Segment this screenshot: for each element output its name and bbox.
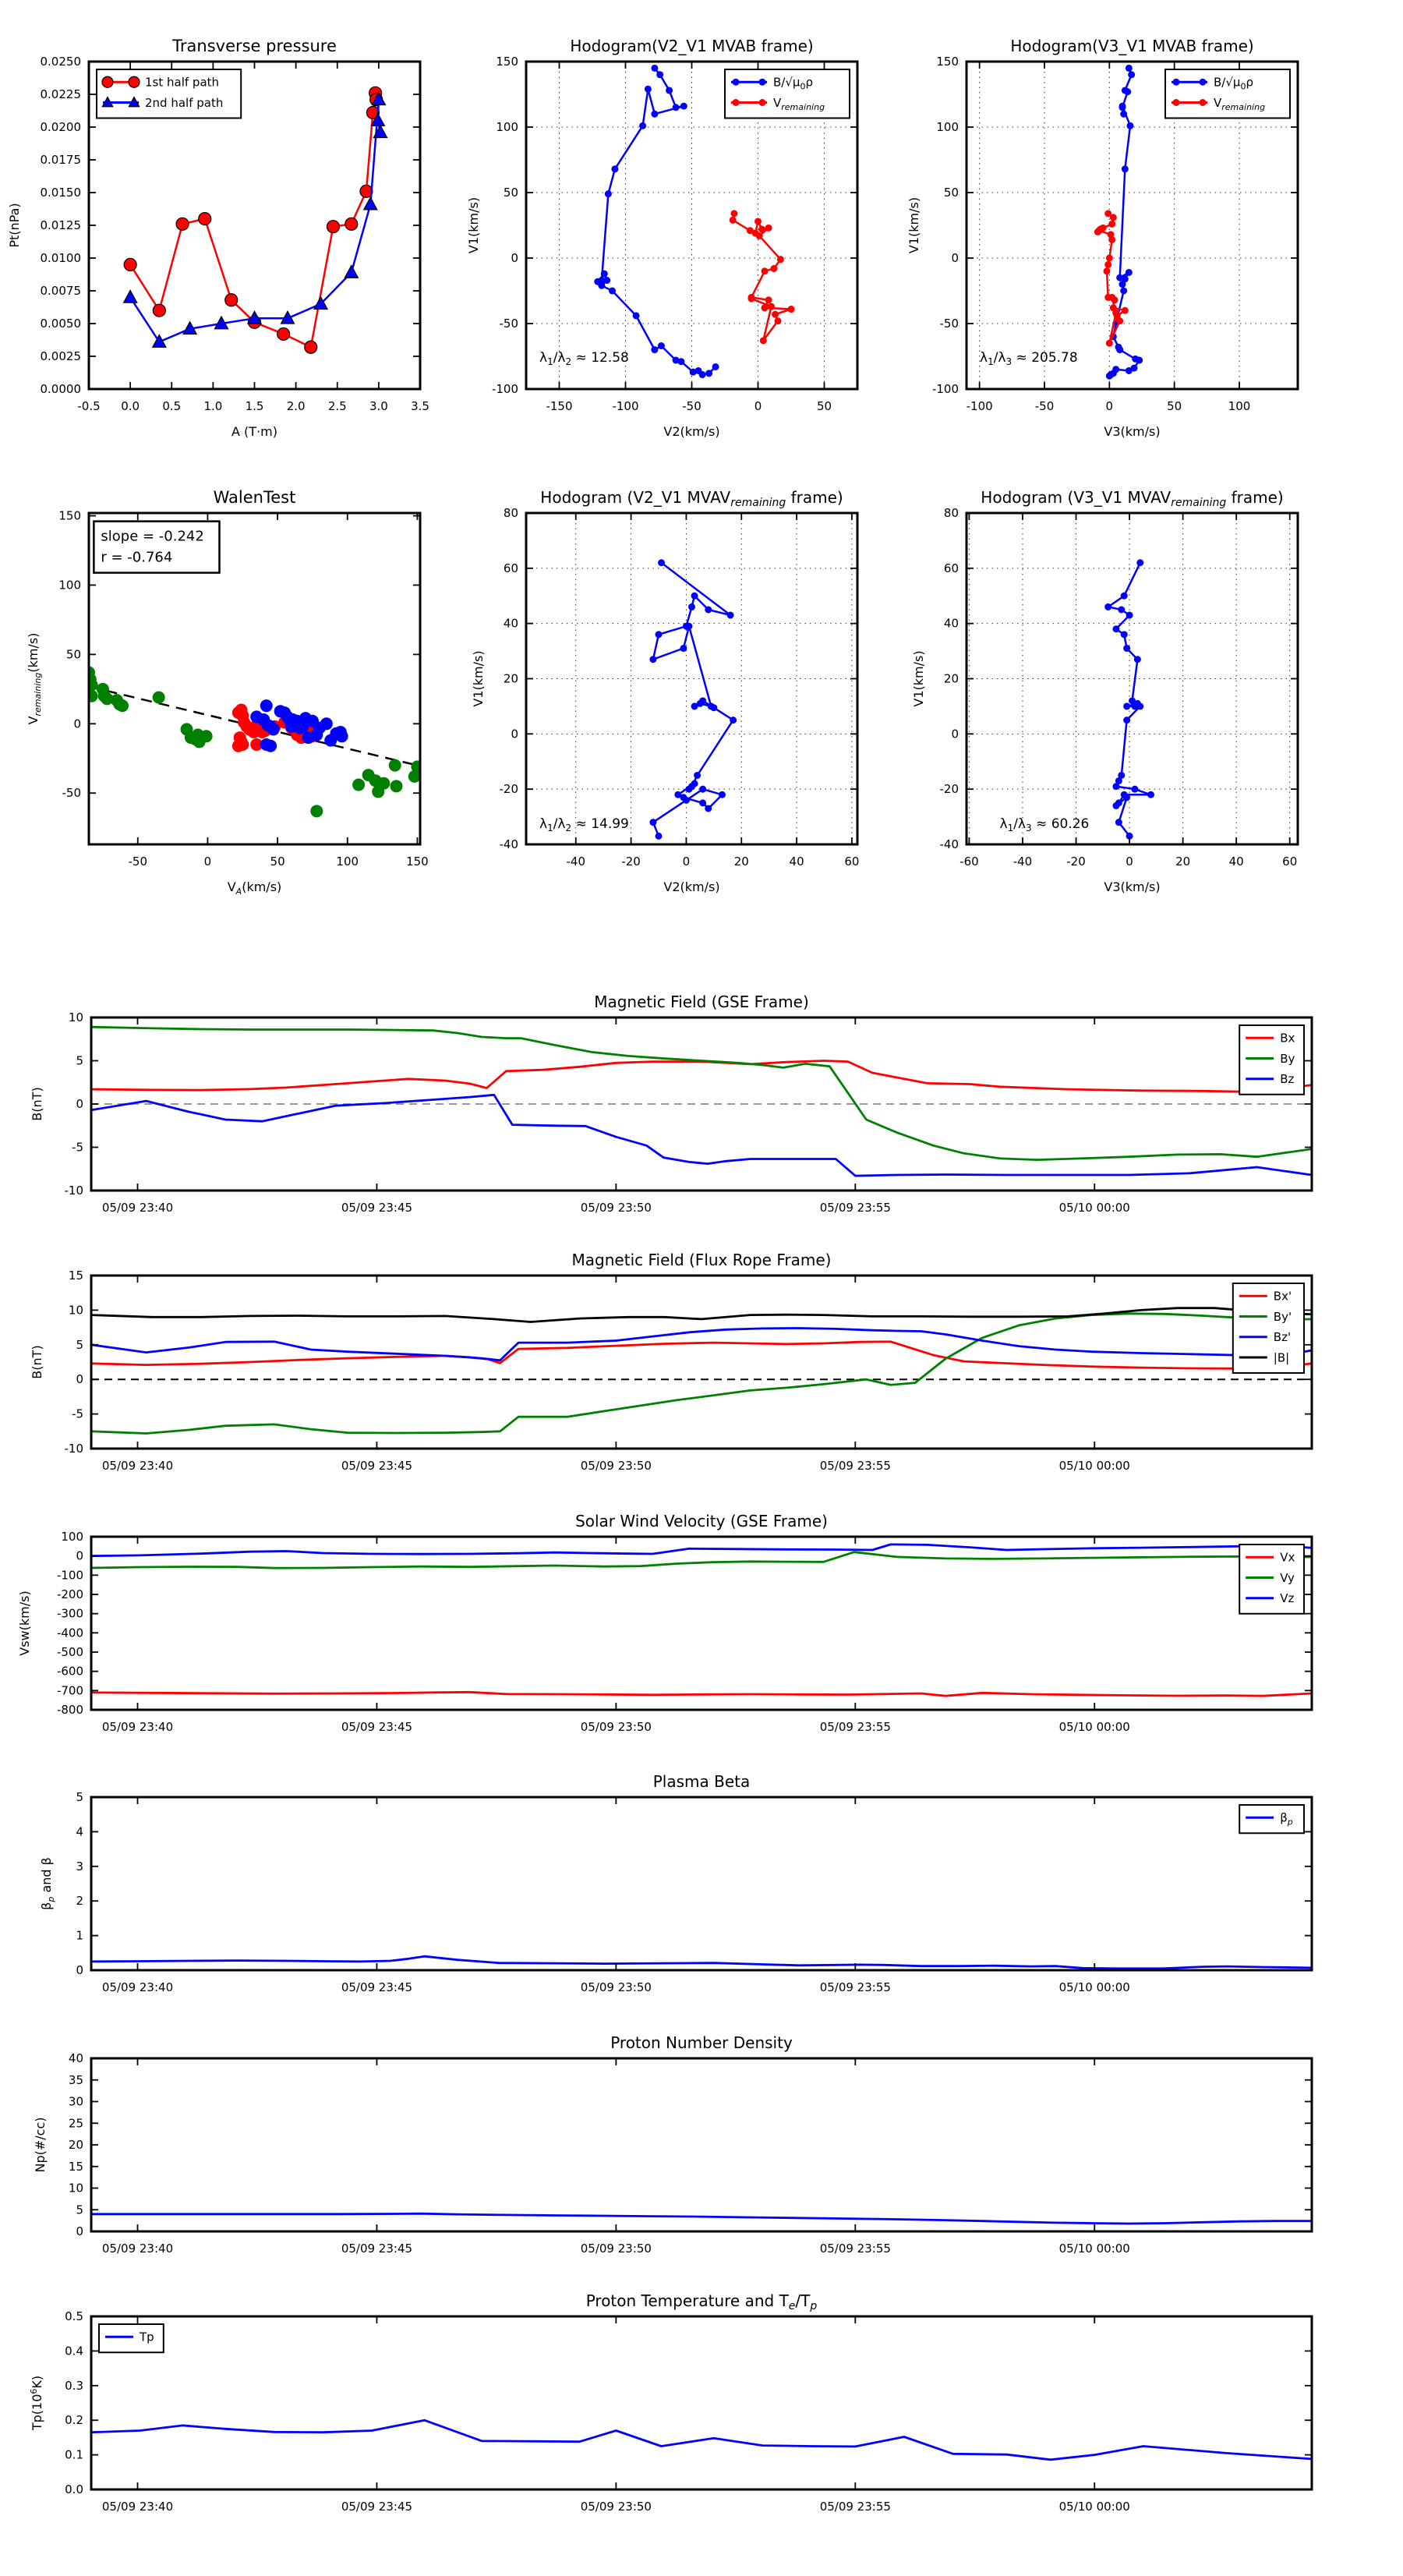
svg-text:60: 60 [844,855,860,869]
panel-proton-number-density [33,2033,1312,2256]
svg-text:0: 0 [76,1372,83,1387]
svg-text:Magnetic Field (Flux Rope Fram: Magnetic Field (Flux Rope Frame) [571,1251,832,1269]
svg-text:-100: -100 [56,1568,83,1583]
svg-text:0.4: 0.4 [65,2344,83,2358]
svg-text:100: 100 [58,578,81,593]
panel-hodogram-v3v1-mvab [906,37,1298,439]
svg-text:V1(km/s): V1(km/s) [911,650,926,707]
panel-plasma-beta [39,1772,1312,1994]
series-group [91,2420,1312,2460]
svg-text:-5: -5 [72,1140,83,1155]
svg-text:By: By [1280,1051,1295,1066]
svg-text:V1(km/s): V1(km/s) [906,196,921,254]
svg-text:05/10 00:00: 05/10 00:00 [1058,2500,1130,2514]
svg-text:|B|: |B| [1273,1350,1290,1365]
svg-text:0.2: 0.2 [65,2413,83,2428]
series-group [91,1545,1312,1696]
svg-text:1.0: 1.0 [203,399,223,413]
svg-text:05/10 00:00: 05/10 00:00 [1058,1459,1130,1473]
svg-text:100: 100 [496,120,518,134]
svg-text:Vz: Vz [1280,1591,1295,1606]
svg-text:80: 80 [503,506,518,520]
svg-text:10: 10 [68,1303,83,1318]
svg-text:05/09 23:50: 05/09 23:50 [580,1720,652,1734]
svg-text:-300: -300 [56,1606,83,1621]
svg-text:λ1​/λ3​ ≈ 60.26: $\lambda_1/\lambda_3 \approx 60.26$ [999,816,1090,834]
svg-text:Vremaining​(km/s): $V_{remaining}(km/s)$ [26,632,43,725]
svg-text:2.0: 2.0 [286,399,306,413]
svg-text:βp​: $\beta_p$ [1280,1810,1293,1828]
svg-text:1: 1 [76,1928,83,1943]
svg-text:Tp(106​K): $Tp(10^6K)$ [29,2375,44,2431]
svg-text:10: 10 [68,2181,83,2196]
svg-text:05/09 23:50: 05/09 23:50 [580,2500,652,2514]
svg-text:100: 100 [1228,399,1251,413]
series-group [91,1956,1312,1969]
svg-text:V3(km/s): V3(km/s) [1104,424,1161,439]
svg-text:20: 20 [943,671,959,686]
svg-text:-0.5: -0.5 [77,399,101,413]
svg-text:05/09 23:40: 05/09 23:40 [101,1201,174,1215]
svg-text:150: 150 [936,55,959,69]
svg-text:Np(#/cc): Np(#/cc) [33,2117,48,2173]
svg-text:0: 0 [511,251,518,265]
svg-text:0.0: 0.0 [121,399,140,413]
svg-text:-20: -20 [621,855,641,869]
series-group [91,2213,1312,2224]
svg-text:3: 3 [76,1859,83,1874]
svg-text:20: 20 [1175,855,1191,869]
svg-text:Hodogram (V3_V1 MVAVremaining​: Hodogram (V3_V1 $MVAV_{remaining}$ frame) [981,488,1284,509]
svg-text:0: 0 [76,1097,83,1111]
svg-text:Bz: Bz [1280,1072,1295,1087]
svg-text:100: 100 [336,855,359,869]
svg-text:3.5: 3.5 [411,399,429,413]
svg-text:0: 0 [1126,855,1133,869]
series-group [1104,559,1154,840]
svg-text:0.0125: 0.0125 [40,218,81,232]
svg-text:0.0225: 0.0225 [40,87,81,101]
svg-text:-60: -60 [959,855,979,869]
svg-text:05/09 23:45: 05/09 23:45 [341,2242,413,2256]
svg-text:150: 150 [58,508,81,523]
svg-text:0.5: 0.5 [162,399,182,413]
svg-text:0.0000: 0.0000 [40,382,81,396]
svg-text:0.0050: 0.0050 [40,317,81,331]
svg-text:0: 0 [73,717,81,731]
svg-text:0: 0 [203,855,212,869]
svg-text:A (T·m): A (T·m) [231,424,277,439]
series-group [1094,65,1143,380]
svg-text:30: 30 [68,2094,83,2109]
svg-text:Plasma Beta: Plasma Beta [652,1772,751,1791]
svg-text:Bz': Bz' [1273,1330,1292,1345]
svg-text:B/√μ0​ρ: $B/√\mu_0\rho$ [773,75,813,92]
svg-text:-800: -800 [56,1703,83,1717]
svg-text:B/√μ0​ρ: $B/√\mu_0\rho$ [1214,75,1253,92]
svg-text:05/09 23:40: 05/09 23:40 [101,1459,174,1473]
svg-text:0.5: 0.5 [65,2309,83,2323]
svg-text:2nd half path: 2nd half path [145,95,224,110]
svg-text:-20: -20 [499,782,518,797]
svg-text:05/09 23:45: 05/09 23:45 [341,1720,413,1734]
svg-text:-50: -50 [499,317,518,331]
svg-text:-50: -50 [939,317,959,331]
svg-text:Transverse pressure: Transverse pressure [172,37,337,55]
svg-text:20: 20 [733,855,749,869]
series-group [649,559,737,840]
svg-text:1.5: 1.5 [245,399,264,413]
svg-text:B(nT): B(nT) [30,1345,44,1379]
svg-text:0: 0 [76,1963,83,1977]
svg-text:WalenTest: WalenTest [213,488,296,507]
svg-text:λ1​/λ2​ ≈ 14.99: $\lambda_1/\lambda_2 \approx 14.99$ [539,816,629,834]
svg-text:05/10 00:00: 05/10 00:00 [1058,2242,1130,2256]
svg-text:-5: -5 [72,1407,83,1421]
panel-solar-wind-velocity [17,1512,1312,1734]
svg-text:By': By' [1273,1309,1292,1324]
svg-text:-50: -50 [1034,399,1055,413]
svg-text:-700: -700 [56,1683,83,1698]
svg-text:40: 40 [943,616,959,631]
svg-text:40: 40 [503,616,518,631]
svg-text:-20: -20 [939,782,959,797]
svg-text:50: 50 [270,855,285,869]
svg-text:0.0075: 0.0075 [40,284,81,298]
svg-text:50: 50 [503,186,518,200]
panel-proton-temperature [29,2291,1312,2514]
svg-text:-400: -400 [56,1626,83,1640]
panel-mag-field-fluxrope [30,1251,1312,1473]
svg-text:20: 20 [503,671,518,686]
svg-text:0.0250: 0.0250 [40,55,81,69]
svg-text:Bx': Bx' [1273,1289,1292,1304]
svg-text:Bx: Bx [1280,1031,1295,1046]
svg-text:slope = -0.242: slope = -0.242 [101,528,204,545]
svg-text:05/09 23:55: 05/09 23:55 [819,2242,891,2256]
svg-text:05/10 00:00: 05/10 00:00 [1058,1720,1130,1734]
svg-text:-10: -10 [64,1442,83,1456]
svg-text:V2(km/s): V2(km/s) [663,424,720,439]
svg-text:5: 5 [76,2203,83,2217]
svg-text:05/10 00:00: 05/10 00:00 [1058,1980,1130,1994]
svg-text:60: 60 [1282,855,1298,869]
svg-text:0: 0 [511,727,518,741]
svg-text:15: 15 [68,2159,83,2174]
svg-text:05/09 23:45: 05/09 23:45 [341,1201,413,1215]
svg-text:-40: -40 [499,837,518,851]
svg-text:-40: -40 [566,855,585,869]
svg-text:Magnetic Field (GSE Frame): Magnetic Field (GSE Frame) [594,993,809,1011]
svg-text:60: 60 [503,561,518,575]
svg-text:-40: -40 [1012,855,1033,869]
svg-text:V2(km/s): V2(km/s) [663,879,720,894]
svg-text:0: 0 [682,855,691,869]
svg-text:05/09 23:55: 05/09 23:55 [819,1720,891,1734]
svg-text:05/09 23:40: 05/09 23:40 [101,1720,174,1734]
svg-text:15: 15 [68,1269,83,1283]
svg-text:-20: -20 [1066,855,1086,869]
svg-text:40: 40 [789,855,804,869]
panel-hodogram-v3v1-mvav [911,488,1298,894]
svg-text:Vsw(km/s): Vsw(km/s) [17,1591,32,1656]
svg-text:Vx: Vx [1280,1550,1295,1565]
svg-text:50: 50 [1167,399,1182,413]
svg-text:05/09 23:45: 05/09 23:45 [341,2500,413,2514]
svg-text:V3(km/s): V3(km/s) [1104,879,1161,894]
svg-text:-10: -10 [64,1184,83,1198]
panel-hodogram-v2v1-mvab [466,37,857,439]
svg-text:0: 0 [754,399,762,413]
svg-text:Proton Temperature and Te​/Tp​: Proton Temperature and $T_e/T_p$ [585,2291,818,2312]
svg-text:10: 10 [68,1010,83,1024]
svg-text:0.1: 0.1 [65,2447,83,2462]
svg-text:0: 0 [951,251,959,265]
svg-text:5: 5 [76,1337,83,1352]
svg-text:-600: -600 [56,1664,83,1679]
svg-text:05/09 23:40: 05/09 23:40 [101,2500,174,2514]
svg-text:λ1​/λ3​ ≈ 205.78: $\lambda_1/\lambda_3 \approx 205.78$ [980,349,1078,367]
svg-text:20: 20 [68,2138,83,2152]
svg-text:40: 40 [1228,855,1244,869]
svg-text:2.5: 2.5 [327,399,347,413]
svg-text:V1(km/s): V1(km/s) [471,650,486,707]
svg-text:0.0150: 0.0150 [40,186,81,200]
svg-text:05/09 23:50: 05/09 23:50 [580,1201,652,1215]
panel-hodogram-v2v1-mvav [471,488,859,894]
svg-text:5: 5 [76,1053,83,1068]
svg-text:0: 0 [1105,399,1114,413]
svg-text:-50: -50 [62,786,81,801]
panel-mag-field-gse [30,993,1312,1215]
svg-text:Hodogram(V2_V1 MVAB frame): Hodogram(V2_V1 MVAB frame) [570,37,814,55]
svg-text:05/09 23:45: 05/09 23:45 [341,1459,413,1473]
svg-text:50: 50 [816,399,832,413]
svg-text:0.0200: 0.0200 [40,120,81,134]
series-group [83,666,423,817]
svg-text:50: 50 [65,647,81,662]
svg-text:-100: -100 [966,399,993,413]
svg-text:35: 35 [68,2072,83,2087]
svg-text:05/09 23:50: 05/09 23:50 [580,1980,652,1994]
svg-text:4: 4 [76,1824,83,1839]
svg-text:05/10 00:00: 05/10 00:00 [1058,1201,1130,1215]
svg-text:0.0025: 0.0025 [40,349,81,363]
svg-text:Solar Wind Velocity (GSE Frame: Solar Wind Velocity (GSE Frame) [575,1512,828,1530]
svg-text:0: 0 [951,727,959,741]
svg-text:100: 100 [936,120,959,134]
svg-text:05/09 23:50: 05/09 23:50 [580,2242,652,2256]
svg-text:Vremaining​: $V_{remaining}$ [1214,95,1266,112]
svg-text:0.0175: 0.0175 [40,153,81,167]
svg-text:VA​(km/s): $V_A(km/s)$ [227,879,282,897]
svg-text:50: 50 [943,186,959,200]
svg-text:Vy: Vy [1280,1570,1295,1585]
svg-text:Vremaining​: $V_{remaining}$ [773,95,825,112]
svg-text:-40: -40 [939,837,959,851]
svg-text:Hodogram(V3_V1 MVAB frame): Hodogram(V3_V1 MVAB frame) [1010,37,1254,55]
svg-text:0: 0 [76,2224,83,2238]
panel-walen-test [26,488,429,897]
svg-text:Pt(nPa): Pt(nPa) [7,203,22,248]
svg-text:05/09 23:55: 05/09 23:55 [819,2500,891,2514]
svg-text:100: 100 [61,1530,83,1544]
svg-text:05/09 23:50: 05/09 23:50 [580,1459,652,1473]
svg-text:-100: -100 [491,382,518,396]
svg-text:40: 40 [68,2051,83,2065]
series-group [91,1027,1312,1176]
svg-text:-200: -200 [56,1587,83,1601]
svg-text:B(nT): B(nT) [30,1087,44,1121]
svg-text:-150: -150 [546,399,573,413]
svg-text:-50: -50 [128,855,148,869]
svg-text:V1(km/s): V1(km/s) [466,196,481,254]
series-group [91,1308,1312,1434]
svg-text:r = -0.764: r = -0.764 [101,549,173,566]
svg-text:60: 60 [943,561,959,575]
svg-text:05/09 23:40: 05/09 23:40 [101,2242,174,2256]
svg-text:150: 150 [496,55,518,69]
svg-text:05/09 23:55: 05/09 23:55 [819,1980,891,1994]
svg-text:-100: -100 [931,382,959,396]
svg-text:βp​ and β: $\beta_p$ and β [39,1857,56,1910]
svg-text:05/09 23:55: 05/09 23:55 [819,1459,891,1473]
svg-text:0.0100: 0.0100 [40,251,81,265]
svg-text:05/09 23:55: 05/09 23:55 [819,1201,891,1215]
svg-text:Hodogram (V2_V1 MVAVremaining​: Hodogram (V2_V1 $MVAV_{remaining}$ frame) [540,488,843,509]
svg-text:2: 2 [76,1894,83,1909]
svg-text:-100: -100 [612,399,639,413]
svg-text:80: 80 [943,506,959,520]
svg-text:0.3: 0.3 [65,2378,83,2393]
svg-text:150: 150 [406,855,429,869]
svg-text:-500: -500 [56,1645,83,1659]
svg-text:25: 25 [68,2116,83,2131]
svg-text:3.0: 3.0 [369,399,388,413]
svg-text:0: 0 [76,1548,83,1563]
svg-text:05/09 23:40: 05/09 23:40 [101,1980,174,1994]
svg-text:λ1​/λ2​ ≈ 12.58: $\lambda_1/\lambda_2 \approx 12.58$ [539,349,629,367]
svg-text:5: 5 [76,1790,83,1804]
series-group [124,87,387,353]
svg-text:-50: -50 [682,399,702,413]
panel-transverse-pressure [7,37,429,439]
svg-text:05/09 23:45: 05/09 23:45 [341,1980,413,1994]
svg-text:1st half path: 1st half path [145,75,220,90]
svg-text:0.0: 0.0 [65,2482,83,2496]
svg-text:Tp: Tp [140,2330,154,2344]
svg-text:Proton Number Density: Proton Number Density [610,2033,793,2052]
